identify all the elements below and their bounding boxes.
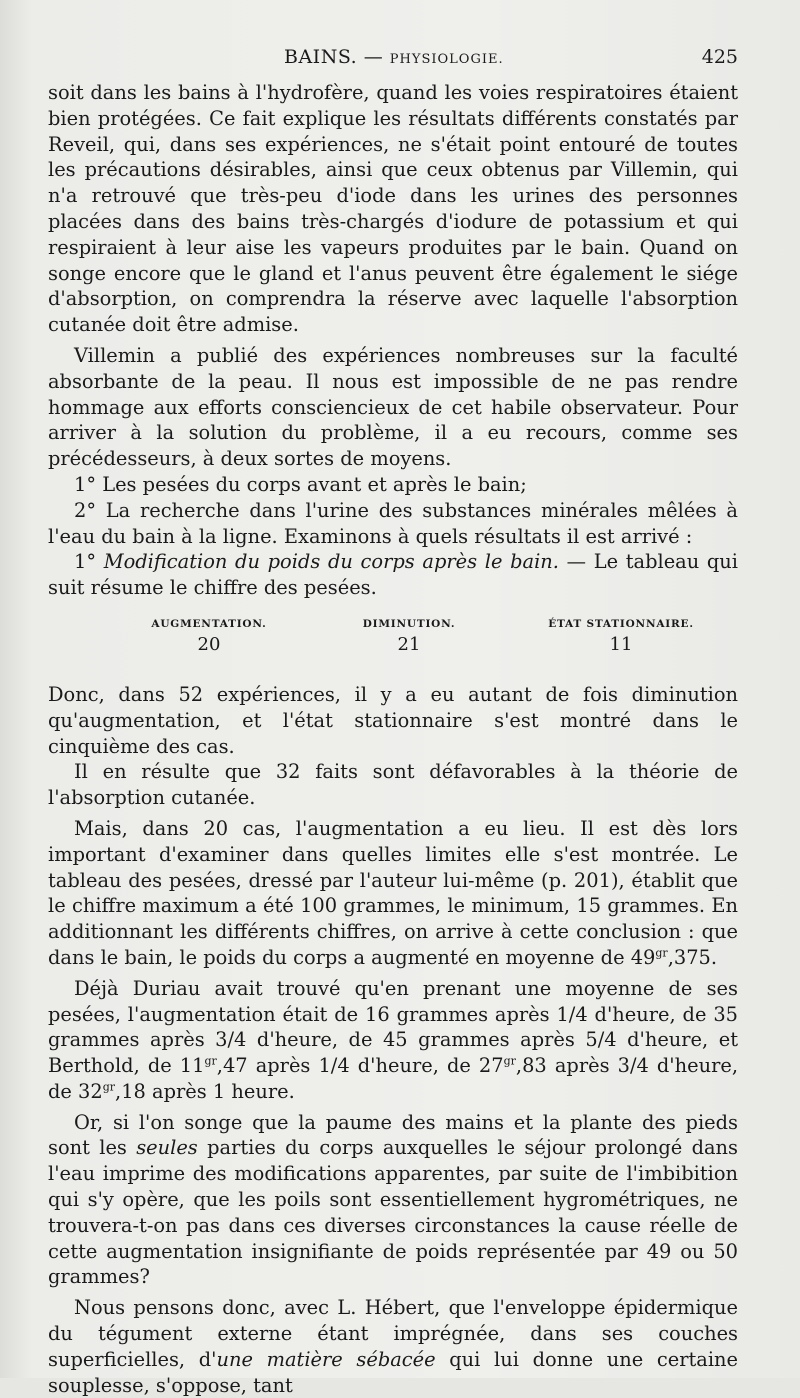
table-value: 20 (197, 633, 221, 655)
table-header: DIMINUTION. (362, 617, 456, 630)
paragraph-5 (48, 816, 738, 971)
emphasis: une matière sébacée (216, 1347, 436, 1371)
running-title (284, 44, 504, 73)
paragraph-7-text: parties du corps auxquelles le séjour prolongé dans l'eau imprime des modifications apparentes, par suite de l'imbibition qui s'y opère, que les poils sont essentiellement hygrométriques, ne trouvera-t-on pas dans ces diverses circonstances la cause réelle de cette augmentation insignifiante de poids représentée par 49 ou 50 grammes? (48, 1136, 738, 1289)
table-value: 11 (609, 633, 633, 655)
paragraph-6-text: ,83 après 3/4 d'heure, de 32 (48, 1054, 739, 1103)
section-number: 1° (74, 550, 104, 574)
list-item-1: 1° Les pesées du corps avant et après le bain; (74, 472, 527, 496)
section-rest: — Le tableau qui suit résume le chiffre des pesées. (48, 550, 738, 600)
table-value: 21 (397, 633, 421, 655)
unit-superscript: gr (503, 1054, 516, 1068)
table-col-augmentation (134, 615, 284, 657)
paragraph-3: Donc, dans 52 expériences, il y a eu autant de fois diminution qu'augmentation, et l'état stationnaire s'est montré dans le cinquième des cas. (48, 682, 738, 758)
unit-superscript: gr (204, 1054, 217, 1068)
table-header: AUGMENTATION. (151, 617, 267, 630)
paragraph-7-text: Or, si l'on songe que la paume des mains et la plante des pieds sont les (48, 1110, 738, 1160)
page-number: 425 (701, 46, 738, 68)
paragraph-8-text: qui lui donne une certaine souplesse, s'oppose, tant (48, 1347, 738, 1397)
section-heading (48, 549, 738, 601)
unit-superscript: gr (102, 1080, 116, 1094)
emphasis: seules (136, 1136, 198, 1160)
paragraph-5-end: ,375. (667, 945, 718, 969)
table-col-diminution (344, 615, 474, 657)
section-title: Modification du poids du corps après le bain. (103, 550, 559, 574)
paragraph-5-text: Mais, dans 20 cas, l'augmentation a eu lieu. Il est dès lors important d'examiner dans quelles limites elle s'est montrée. Le tableau des pesées, dressé par l'auteur lui-même (p. 201), établit que le chiffre maximum a été 100 grammes, le minimum, 15 grammes. En additionnant les différents chiffres, on arrive à cette conclusion : que dans le bain, le poids du corps a augmenté en moyenne de 49 (48, 816, 738, 969)
paragraph-7 (48, 1110, 738, 1291)
title-dash: — (357, 46, 390, 68)
paragraph-8 (48, 1295, 738, 1398)
paragraph-6-text: ,18 après 1 heure. (115, 1079, 295, 1103)
body-text (48, 80, 738, 1398)
list-item-2: 2° La recherche dans l'urine des substances minérales mêlées à l'eau du bain à la ligne. Examinons à quels résultats il est arrivé : (48, 498, 738, 548)
table-header: ÉTAT STATIONNAIRE. (548, 617, 694, 630)
paragraph-6 (48, 976, 738, 1105)
title-sub: PHYSIOLOGIE. (389, 52, 504, 67)
unit-superscript: gr (655, 946, 668, 960)
table-col-stationnaire (526, 615, 716, 657)
title-main: BAINS. (284, 46, 358, 68)
paragraph-2: Villemin a publié des expériences nombreuses sur la faculté absorbante de la peau. Il nous est impossible de ne pas rendre hommage aux efforts consciencieux de cet habile observateur. Pour arriver à la solution du problème, il a eu recours, comme ses précédesseurs, à deux sortes de moyens. (48, 343, 738, 471)
paragraph-6-text: Déjà Duriau avait trouvé qu'en prenant une moyenne de ses pesées, l'augmentation était de 16 grammes après 1/4 d'heure, de 35 grammes après 3/4 d'heure, de 45 grammes après 5/4 d'heure, et Berthold, de 11 (48, 976, 738, 1078)
running-header (48, 44, 738, 70)
paragraph-8-text: Nous pensons donc, avec L. Hébert, que l'enveloppe épidermique du tégument externe étant imprégnée, dans ses couches superficielles, d' (48, 1296, 738, 1371)
weighing-table (48, 615, 738, 677)
paragraph-4: Il en résulte que 32 faits sont défavorables à la théorie de l'absorption cutanée. (48, 760, 738, 810)
paragraph-1: soit dans les bains à l'hydrofère, quand les voies respiratoires étaient bien protégées. Ce fait explique les résultats différents constatés par Reveil, qui, dans ses expériences, ne s'était point entouré de toutes les précautions désirables, ainsi que ceux obtenus par Villemin, qui n'a retrouvé que très-peu d'iode dans les urines des personnes placées dans des bains très-chargés d'iodure de potassium et qui respiraient à leur aise les vapeurs produites par le bain. Quand on songe encore que le gland et l'anus peuvent être également le siége d'absorption, on comprendra la réserve avec laquelle l'absorption cutanée doit être admise. (48, 81, 738, 337)
paragraph-6-text: ,47 après 1/4 d'heure, de 27 (216, 1054, 504, 1078)
